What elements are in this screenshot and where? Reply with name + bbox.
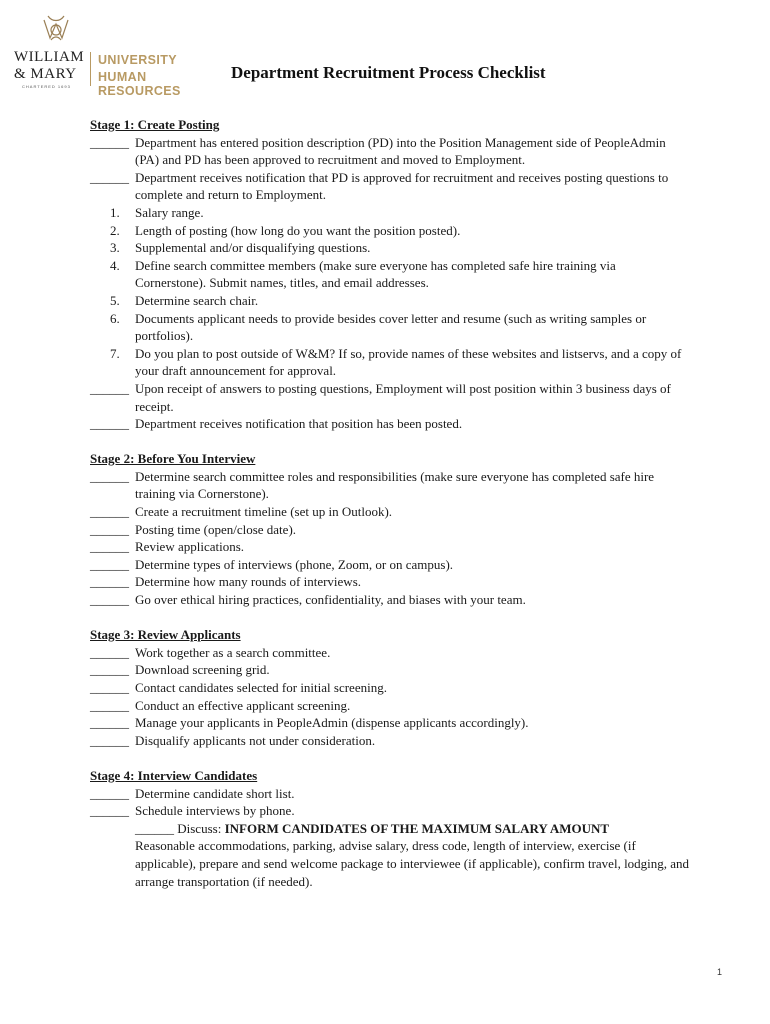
discuss-details: Reasonable accommodations, parking, advise salary, dress code, length of interview, exercise (if applicable), prepare and send welcome package to interviewee (if applicable), confirm travel, lodging, and arrange transportation (if needed). xyxy=(135,838,690,889)
check-blank: ______ xyxy=(90,592,129,608)
checklist-item xyxy=(90,802,690,820)
checklist-item xyxy=(90,134,690,169)
check-blank: ______ xyxy=(90,803,129,819)
stage-2-heading: Stage 2: Before You Interview xyxy=(90,451,256,467)
numbered-item xyxy=(90,222,690,240)
numbered-item xyxy=(90,257,690,292)
item-text: Determine search chair. xyxy=(135,292,259,308)
item-text: Go over ethical hiring practices, confidentiality, and biases with your team. xyxy=(135,592,526,608)
check-blank: ______ xyxy=(90,169,129,185)
item-text: Review applications. xyxy=(135,539,245,555)
stage-1-section xyxy=(90,116,690,433)
logo-chartered: CHARTERED 1693 xyxy=(22,84,71,89)
page-number: 1 xyxy=(717,967,723,977)
stage-1-heading: Stage 1: Create Posting xyxy=(90,117,220,132)
check-blank: ______ xyxy=(90,715,129,731)
discuss-label: Discuss: xyxy=(177,820,222,836)
item-text: Department receives notification that position has been posted. xyxy=(135,416,463,432)
checklist-item xyxy=(90,468,690,503)
item-text: Upon receipt of answers to posting questions, Employment will post position within 3 business days of receipt. xyxy=(135,380,671,414)
checklist-item xyxy=(90,697,690,715)
check-blank: ______ xyxy=(90,504,129,520)
check-blank: ______ xyxy=(90,134,129,150)
university-logo xyxy=(12,10,232,98)
item-text: Contact candidates selected for initial screening. xyxy=(135,680,387,695)
item-number: 5. xyxy=(110,292,120,308)
check-blank: ______ xyxy=(90,697,129,713)
check-blank: ______ xyxy=(135,820,174,836)
item-text: Schedule interviews by phone. xyxy=(135,803,295,819)
logo-human-resources: HUMAN RESOURCES xyxy=(98,70,181,98)
cypher-crest-icon xyxy=(40,12,72,44)
item-text: Department has entered position description (PD) into the Position Management side of PeopleAdmin (PA) and PD has been approved to recruitment and moved to Employment. xyxy=(135,134,666,168)
checklist-item xyxy=(90,573,690,591)
check-blank: ______ xyxy=(90,662,129,678)
numbered-item xyxy=(90,292,690,310)
item-text: Documents applicant needs to provide besides cover letter and resume (such as writing samples or portfolios). xyxy=(135,310,647,344)
item-text: Determine search committee roles and responsibilities (make sure everyone has completed safe hire training via Cornerstone). xyxy=(135,468,655,502)
stage-3-section xyxy=(90,626,690,749)
checklist-item xyxy=(90,521,690,539)
stage-3-heading: Stage 3: Review Applicants xyxy=(90,627,241,643)
item-text: Determine how many rounds of interviews. xyxy=(135,574,362,590)
check-blank: ______ xyxy=(90,732,129,748)
item-text: Determine types of interviews (phone, Zoom, or on campus). xyxy=(135,556,454,572)
item-text: Do you plan to post outside of W&M? If so, provide names of these websites and listservs, and a copy of your draft announcement for approval. xyxy=(135,345,682,379)
item-text: Disqualify applicants not under consideration. xyxy=(135,732,376,748)
check-blank: ______ xyxy=(90,539,129,555)
item-text: Download screening grid. xyxy=(135,662,270,678)
stage-2-section xyxy=(90,450,690,608)
check-blank: ______ xyxy=(90,574,129,590)
checklist-item xyxy=(90,785,690,803)
item-text: Supplemental and/or disqualifying questions. xyxy=(135,240,371,256)
check-blank: ______ xyxy=(90,785,129,801)
item-text: Salary range. xyxy=(135,204,204,220)
page-title: Department Recruitment Process Checklist xyxy=(231,63,546,82)
item-number: 2. xyxy=(110,222,120,238)
item-text: Posting time (open/close date). xyxy=(135,521,297,537)
item-text: Conduct an effective applicant screening. xyxy=(135,697,351,713)
checklist-item xyxy=(90,644,690,662)
checklist-body xyxy=(90,116,690,908)
item-text: Create a recruitment timeline (set up in Outlook). xyxy=(135,504,393,520)
check-blank: ______ xyxy=(90,644,129,660)
salary-notice: INFORM CANDIDATES OF THE MAXIMUM SALARY AMOUNT xyxy=(224,820,610,836)
check-blank: ______ xyxy=(90,416,129,432)
item-text: Work together as a search committee. xyxy=(135,644,331,660)
checklist-item xyxy=(90,591,690,609)
logo-and-mary: & MARY xyxy=(14,66,77,82)
item-number: 7. xyxy=(110,345,120,361)
stage-4-section xyxy=(90,767,690,890)
item-text: Determine candidate short list. xyxy=(135,785,295,801)
numbered-item xyxy=(90,204,690,222)
logo-university: UNIVERSITY xyxy=(98,53,178,67)
item-number: 4. xyxy=(110,257,120,273)
check-blank: ______ xyxy=(90,680,129,695)
checklist-item xyxy=(90,503,690,521)
checklist-item xyxy=(90,679,690,697)
sub-checklist-item xyxy=(90,820,690,890)
check-blank: ______ xyxy=(90,521,129,537)
check-blank: ______ xyxy=(90,556,129,572)
item-text: Length of posting (how long do you want the position posted). xyxy=(135,222,461,238)
logo-william: WILLIAM xyxy=(14,49,85,65)
logo-divider xyxy=(90,52,91,86)
item-number: 6. xyxy=(110,310,120,326)
item-number: 1. xyxy=(110,204,120,220)
checklist-item xyxy=(90,714,690,732)
checklist-item xyxy=(90,732,690,750)
checklist-item xyxy=(90,556,690,574)
checklist-item xyxy=(90,380,690,415)
checklist-item xyxy=(90,538,690,556)
stage-4-heading: Stage 4: Interview Candidates xyxy=(90,767,258,783)
checklist-item xyxy=(90,661,690,679)
check-blank: ______ xyxy=(90,380,129,396)
item-number: 3. xyxy=(110,240,120,256)
item-text: Department receives notification that PD is approved for recruitment and receives posting questions to complete and return to Employment. xyxy=(135,169,669,203)
numbered-item xyxy=(90,345,690,380)
item-text: Define search committee members (make sure everyone has completed safe hire training via Cornerstone). Submit names, titles, and email addresses. xyxy=(135,257,616,291)
numbered-item xyxy=(90,239,690,257)
checklist-item xyxy=(90,169,690,204)
item-text: Manage your applicants in PeopleAdmin (dispense applicants accordingly). xyxy=(135,715,529,731)
check-blank: ______ xyxy=(90,468,129,484)
numbered-item xyxy=(90,310,690,345)
checklist-item xyxy=(90,415,690,433)
